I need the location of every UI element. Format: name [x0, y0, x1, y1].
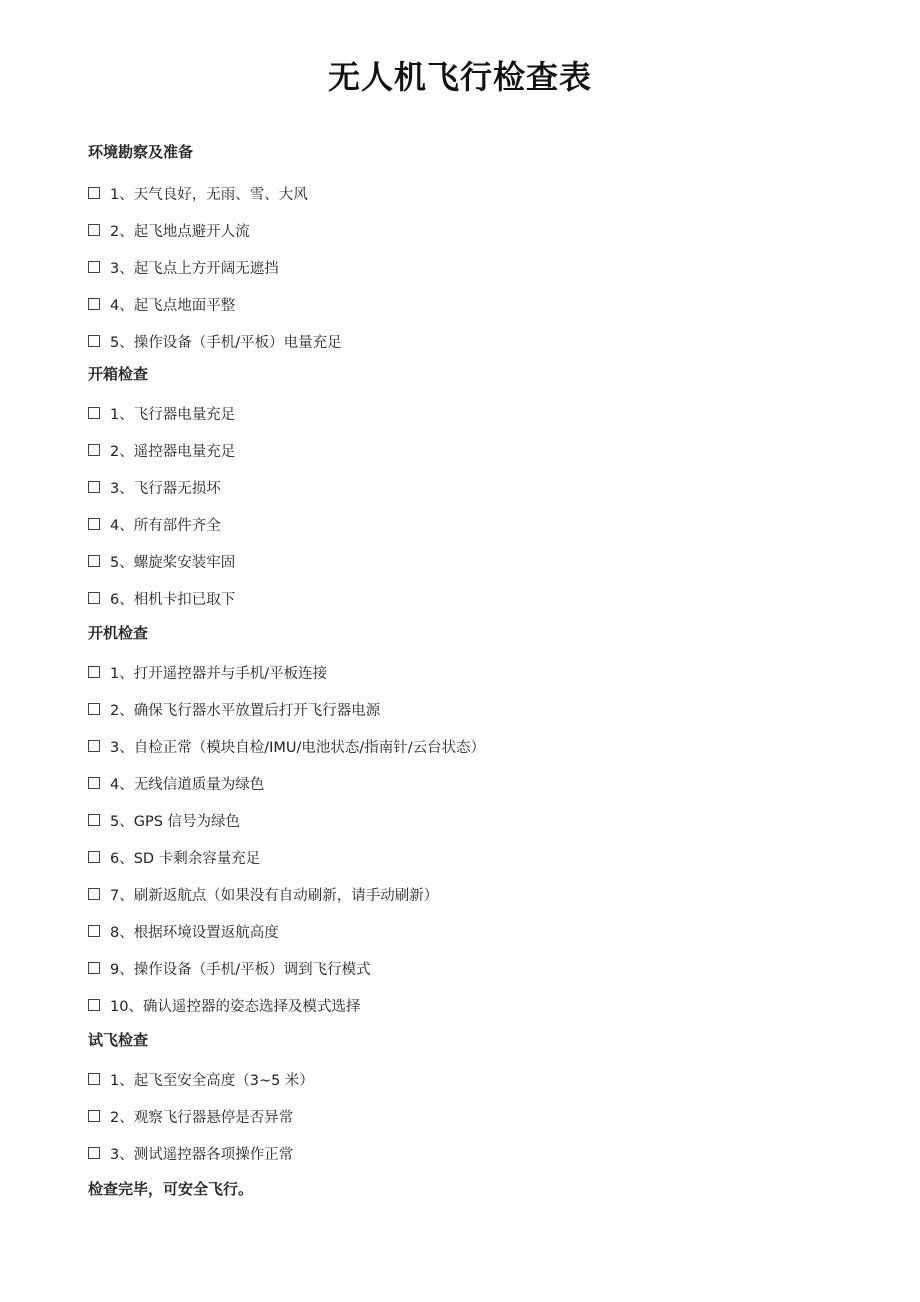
checkbox[interactable]	[88, 814, 100, 826]
checklist-item	[88, 809, 485, 831]
checklist-item	[88, 920, 485, 942]
checkbox[interactable]	[88, 999, 100, 1011]
item-label: 9、操作设备（手机/平板）调到飞行模式	[110, 961, 371, 978]
checkbox[interactable]	[88, 666, 100, 678]
item-label: 3、飞行器无损坏	[110, 480, 221, 497]
checklist-item	[88, 330, 342, 352]
checkbox[interactable]	[88, 335, 100, 347]
checklist-item	[88, 182, 342, 204]
section-heading: 试飞检查	[88, 1031, 149, 1049]
section-heading: 开机检查	[88, 624, 149, 642]
checkbox[interactable]	[88, 777, 100, 789]
item-label: 5、螺旋桨安装牢固	[110, 554, 236, 571]
item-label: 4、所有部件齐全	[110, 517, 221, 534]
checklist-item	[88, 1142, 314, 1164]
checkbox[interactable]	[88, 298, 100, 310]
checklist-item	[88, 476, 235, 498]
checklist-item	[88, 661, 485, 683]
item-label: 1、打开遥控器并与手机/平板连接	[110, 665, 328, 682]
section-heading: 环境勘察及准备	[88, 143, 194, 161]
item-label: 10、确认遥控器的姿态选择及模式选择	[110, 998, 361, 1015]
checklist-item	[88, 735, 485, 757]
checkbox[interactable]	[88, 444, 100, 456]
checklist-item	[88, 550, 235, 572]
section-power-on	[88, 623, 485, 1016]
item-label: 1、飞行器电量充足	[110, 406, 236, 423]
section-test-flight	[88, 1030, 314, 1164]
checklist-item	[88, 587, 235, 609]
checkbox[interactable]	[88, 261, 100, 273]
item-label: 1、起飞至安全高度（3~5 米）	[110, 1072, 314, 1089]
checklist-item	[88, 219, 342, 241]
item-label: 3、自检正常（模块自检/IMU/电池状态/指南针/云台状态）	[110, 739, 486, 756]
checklist-item	[88, 402, 235, 424]
section-environment	[88, 142, 342, 352]
checkbox[interactable]	[88, 407, 100, 419]
item-label: 2、起飞地点避开人流	[110, 223, 250, 240]
checklist-item	[88, 293, 342, 315]
item-label: 7、刷新返航点（如果没有自动刷新，请手动刷新）	[110, 887, 439, 904]
checkbox[interactable]	[88, 1110, 100, 1122]
completion-note: 检查完毕，可安全飞行。	[88, 1180, 254, 1198]
checklist-item	[88, 256, 342, 278]
checkbox[interactable]	[88, 962, 100, 974]
checklist-item	[88, 439, 235, 461]
item-label: 1、天气良好，无雨、雪、大风	[110, 186, 308, 203]
checklist-item	[88, 1068, 314, 1090]
checkbox[interactable]	[88, 187, 100, 199]
item-label: 8、根据环境设置返航高度	[110, 924, 279, 941]
checklist-item	[88, 513, 235, 535]
checkbox[interactable]	[88, 925, 100, 937]
page-title: 无人机飞行检查表	[327, 58, 592, 96]
item-label: 6、相机卡扣已取下	[110, 591, 236, 608]
checkbox[interactable]	[88, 703, 100, 715]
checkbox[interactable]	[88, 740, 100, 752]
item-label: 3、起飞点上方开阔无遮挡	[110, 260, 279, 277]
checkbox[interactable]	[88, 555, 100, 567]
checkbox[interactable]	[88, 851, 100, 863]
checklist-item	[88, 846, 485, 868]
checkbox[interactable]	[88, 1073, 100, 1085]
item-label: 5、GPS 信号为绿色	[110, 813, 241, 830]
checkbox[interactable]	[88, 224, 100, 236]
item-label: 5、操作设备（手机/平板）电量充足	[110, 334, 342, 351]
checklist-item	[88, 994, 485, 1016]
checkbox[interactable]	[88, 518, 100, 530]
checkbox[interactable]	[88, 888, 100, 900]
checkbox[interactable]	[88, 592, 100, 604]
checklist-item	[88, 772, 485, 794]
checklist-item	[88, 698, 485, 720]
item-label: 4、起飞点地面平整	[110, 297, 236, 314]
item-label: 2、确保飞行器水平放置后打开飞行器电源	[110, 702, 381, 719]
checklist-item	[88, 957, 485, 979]
section-unboxing	[88, 364, 235, 609]
checklist-item	[88, 1105, 314, 1127]
item-label: 2、遥控器电量充足	[110, 443, 236, 460]
item-label: 6、SD 卡剩余容量充足	[110, 850, 261, 867]
checklist-item	[88, 883, 485, 905]
section-heading: 开箱检查	[88, 365, 149, 383]
item-label: 4、无线信道质量为绿色	[110, 776, 265, 793]
checkbox[interactable]	[88, 1147, 100, 1159]
checkbox[interactable]	[88, 481, 100, 493]
item-label: 3、测试遥控器各项操作正常	[110, 1146, 294, 1163]
item-label: 2、观察飞行器悬停是否异常	[110, 1109, 294, 1126]
